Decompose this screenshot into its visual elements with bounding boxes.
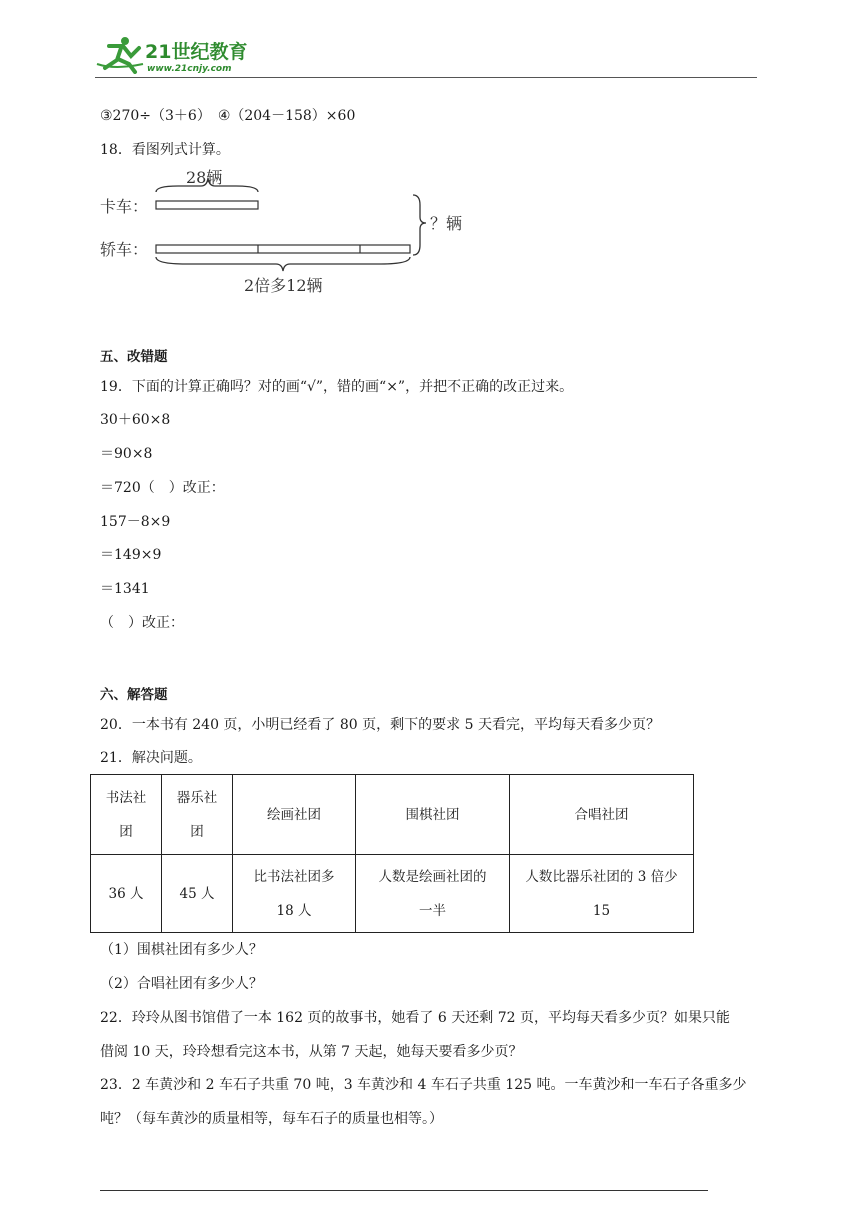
table-header-cell: 书法社 团	[91, 775, 162, 855]
runner-icon	[97, 37, 143, 72]
table-cell: 人数比器乐社团的 3 倍少 15	[510, 855, 694, 933]
question-21-part-2: （2）合唱社团有多少人？	[100, 976, 263, 992]
table-header-cell: 围棋社团	[356, 775, 510, 855]
calc-1-line-2: ＝90×8	[100, 446, 153, 462]
calc-2-line-2: ＝149×9	[100, 547, 162, 563]
truck-label: 卡车：	[100, 197, 149, 216]
section-6-title: 六、解答题	[100, 687, 168, 703]
car-bar	[156, 245, 410, 253]
table-header-cell: 绘画社团	[233, 775, 356, 855]
calc-1-line-3: ＝720（ ）改正：	[100, 480, 225, 496]
logo-url: www.21cnjy.com	[147, 64, 232, 74]
question-17-line: ③270÷（3＋6） ④（204－158）×60	[100, 108, 356, 124]
logo	[95, 34, 265, 74]
total-label: ？辆	[430, 214, 463, 233]
truck-value: 28辆	[186, 168, 223, 187]
table-cell: 比书法社团多 18 人	[233, 855, 356, 933]
bar-diagram	[96, 165, 496, 305]
calc-2-line-3: ＝1341	[100, 581, 150, 597]
table-row	[91, 855, 694, 933]
section-5-title: 五、改错题	[100, 349, 168, 365]
calc-1-line-1: 30＋60×8	[100, 412, 171, 428]
calc-2-line-1: 157－8×9	[100, 514, 171, 530]
logo-text: 21世纪教育	[145, 41, 248, 63]
car-value: 2倍多12辆	[244, 276, 323, 295]
question-22-line-1: 22．玲玲从图书馆借了一本 162 页的故事书，她看了 6 天还剩 72 页，平均每天看多少页？如果只能	[100, 1010, 730, 1026]
page-header	[95, 32, 757, 78]
question-18: 18．看图列式计算。	[100, 142, 230, 158]
clubs-table	[90, 774, 694, 933]
question-19: 19．下面的计算正确吗？对的画“√”，错的画“×”，并把不正确的改正过来。	[100, 379, 574, 395]
calc-2-line-4: （ ）改正：	[100, 615, 184, 631]
table-row	[91, 775, 694, 855]
car-label: 轿车：	[100, 240, 149, 259]
truck-bar	[156, 201, 258, 209]
table-header-cell: 合唱社团	[510, 775, 694, 855]
question-21-part-1: （1）围棋社团有多少人？	[100, 942, 263, 958]
question-21: 21．解决问题。	[100, 750, 202, 766]
table-header-cell: 器乐社 团	[162, 775, 233, 855]
total-brace	[413, 195, 426, 255]
footer-rule	[100, 1190, 708, 1191]
question-22-line-2: 借阅 10 天，玲玲想看完这本书，从第 7 天起，她每天要看多少页？	[100, 1044, 523, 1060]
car-bottom-brace	[156, 257, 410, 271]
table-cell: 36 人	[91, 855, 162, 933]
question-20: 20．一本书有 240 页，小明已经看了 80 页，剩下的要求 5 天看完，平均每天看多少页？	[100, 717, 660, 733]
question-23-line-2: 吨？（每车黄沙的质量相等，每车石子的质量也相等。）	[100, 1111, 443, 1127]
header-rule	[95, 77, 757, 78]
table-cell: 人数是绘画社团的 一半	[356, 855, 510, 933]
question-23-line-1: 23．2 车黄沙和 2 车石子共重 70 吨，3 车黄沙和 4 车石子共重 125 吨。一车黄沙和一车石子各重多少	[100, 1077, 747, 1093]
table-cell: 45 人	[162, 855, 233, 933]
